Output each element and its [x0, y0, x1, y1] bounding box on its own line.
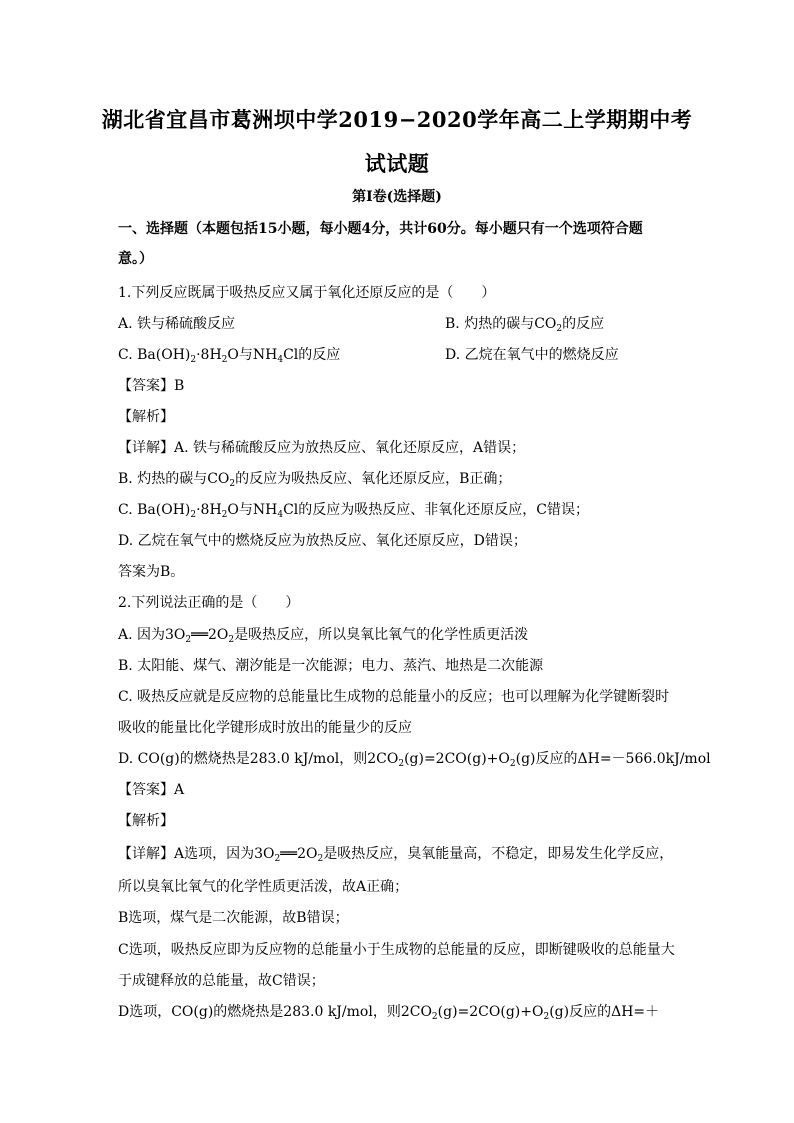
- page-title-line2: 试试题: [364, 151, 430, 176]
- q1-conclusion: 答案为B。: [118, 564, 185, 580]
- q2-detail-1b: 所以臭氧比氧气的化学性质更活泼，故A正确；: [118, 879, 409, 895]
- q1-option-d: D. 乙烷在氧气中的燃烧反应: [445, 347, 619, 363]
- q2-option-b: B. 太阳能、煤气、潮汐能是一次能源；电力、蒸汽、地热是二次能源: [118, 658, 544, 674]
- q1-option-b: B. 灼热的碳与$CO_2$的反应: [445, 316, 605, 334]
- q2-option-a: A. 因为$3O_2══2O_2$是吸热反应，所以臭氧比氧气的化学性质更活泼: [118, 627, 529, 645]
- q2-analysis-label: 【解析】: [118, 813, 174, 829]
- q2-detail-2: B选项，煤气是二次能源，故B错误；: [118, 910, 349, 926]
- instructions-line1: 一、选择题（本题包括15小题，每小题4分，共计60分。每小题只有一个选项符合题: [118, 221, 643, 237]
- q1-option-c: C. $Ba(OH)_2\cdot 8H_2O$与$NH_4Cl$的反应: [118, 347, 341, 365]
- q2-detail-3a: C选项，吸热反应即为反应物的总能量小于生成物的总能量的反应，即断键吸收的总能量大: [118, 942, 675, 958]
- q1-answer: 【答案】B: [118, 378, 185, 394]
- q1-detail-2: B. 灼热的碳与$CO_2$的反应为吸热反应、氧化还原反应，B正确；: [118, 471, 512, 489]
- q2-detail-1: 【详解】A选项，因为$3O_2══2O_2$是吸热反应，臭氧能量高，不稳定，即易发生化学反应，: [118, 846, 674, 864]
- q2-option-d: D. CO(g)的燃烧热是283.0 kJ/mol，则$2CO_2(g)=2CO(g)+O_2(g)$反应的ΔH=－566.0kJ/mol: [118, 751, 711, 769]
- q2-stem: 2.下列说法正确的是（ ）: [118, 595, 300, 611]
- q1-option-a: A. 铁与稀硫酸反应: [118, 316, 236, 332]
- q2-detail-3b: 于成键释放的总能量，故C错误；: [118, 973, 325, 989]
- q2-detail-4: D选项，CO(g)的燃烧热是283.0 kJ/mol，则$2CO_2(g)=2CO(g)+O_2(g)$反应的ΔH=＋: [118, 1004, 660, 1022]
- q1-analysis-label: 【解析】: [118, 409, 174, 425]
- q2-answer: 【答案】A: [118, 782, 185, 798]
- page-title-line1: 湖北省宜昌市葛洲坝中学2019−2020学年高二上学期期中考: [101, 107, 693, 132]
- q1-detail-4: D. 乙烷在氧气中的燃烧反应为放热反应、氧化还原反应，D错误；: [118, 533, 527, 549]
- q1-detail-3: C. $Ba(OH)_2\cdot 8H_2O$与$NH_4Cl$的反应为吸热反应、非氧化还原反应，C错误；: [118, 502, 589, 520]
- section-heading: 第Ⅰ卷(选择题): [352, 189, 442, 205]
- q1-stem: 1.下列反应既属于吸热反应又属于氧化还原反应的是（ ）: [118, 285, 496, 301]
- q1-detail-1: 【详解】A. 铁与稀硫酸反应为放热反应、氧化还原反应，A错误；: [118, 440, 526, 456]
- q2-option-c-line1: C. 吸热反应就是反应物的总能量比生成物的总能量小的反应；也可以理解为化学键断裂时: [118, 689, 670, 705]
- instructions-line2: 意。）: [118, 251, 153, 267]
- q2-option-c-line2: 吸收的能量比化学键形成时放出的能量少的反应: [118, 720, 412, 736]
